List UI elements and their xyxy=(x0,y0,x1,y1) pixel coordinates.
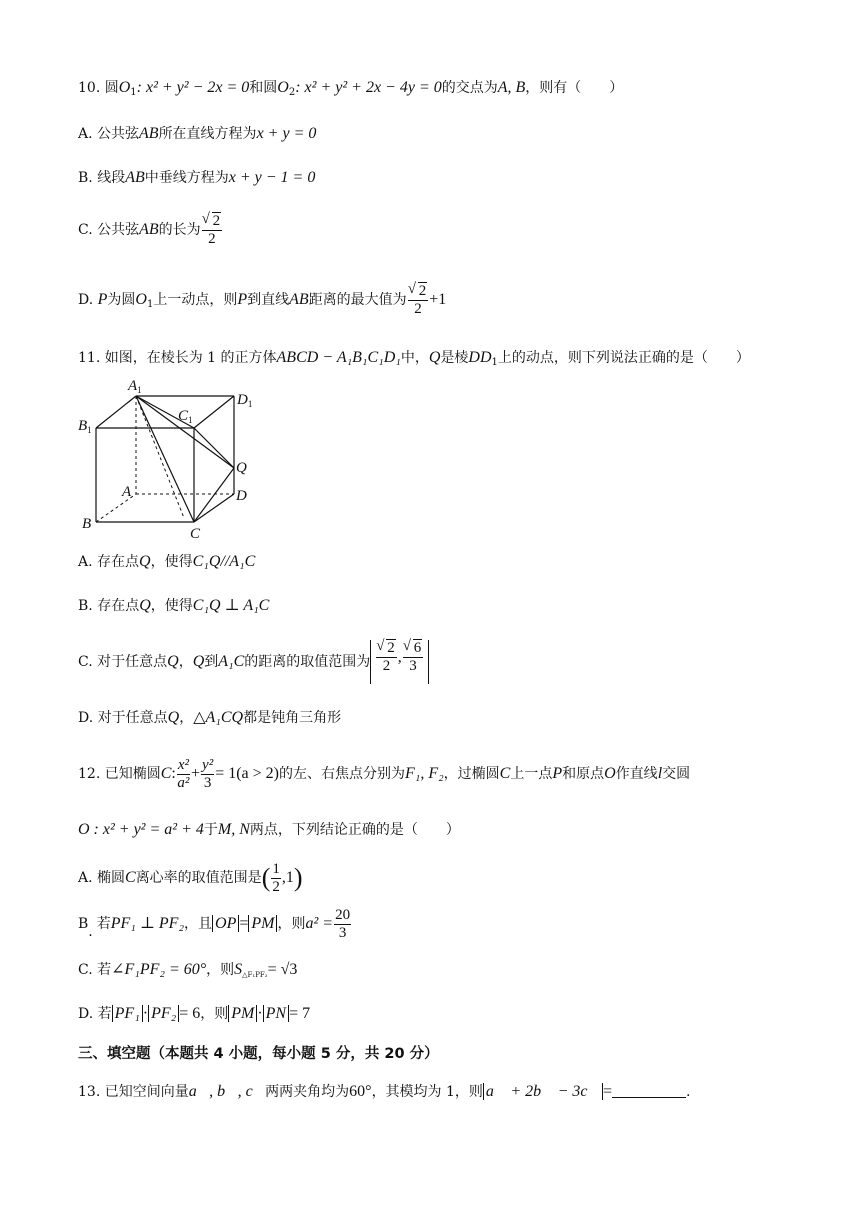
q10-option-d: D. P为圆$O_1$上一动点，则P到直线AB距离的最大值为 √ $\frac{2}{2}$ +1 xyxy=(78,282,820,323)
q12-option-d: D. 若 PF₁ · PF₂ = 6，则 PM · PN = 7 xyxy=(78,1005,311,1022)
edge-b1-a1 xyxy=(96,396,136,428)
label-c1: $C_1$ xyxy=(178,408,193,425)
q12-stem-line1: 12. 已知椭圆C: $\frac{\text{x²}}{\text{a²}}$ + $\frac{\text{y²}}{3}$ = 1(a > 2)的左、右焦点分别为F₁, F₂，过椭圆C上一点P和原点O作直线l交圆 xyxy=(78,756,691,791)
q10-option-a: A. 公共弦AB所在直线方程为x + y = 0 xyxy=(78,125,317,142)
segment-c-q xyxy=(194,468,234,522)
label-a1: $A_1$ xyxy=(128,378,142,395)
label-b1: $B_1$ xyxy=(78,418,92,435)
label-d: D xyxy=(236,488,247,504)
fraction: √ $\frac{2}{2}$ xyxy=(408,283,429,318)
q11-stem: 11. 如图，在棱长为 1 的正方体ABCD − A₁B₁C₁D₁中，Q是棱$DD_1$上的动点，则下列说法正确的是（ ） xyxy=(78,349,750,368)
edge-c1-d1 xyxy=(194,396,234,428)
q11-option-c: C. 对于任意点Q，Q到A₁C的距离的取值范围为 √ $\frac{2}{2}$ , √ $\frac{6}{3}$ xyxy=(78,638,820,686)
q12-option-a: A. 椭圆C离心率的取值范围是( $\frac{1}{2}$ ,1) xyxy=(78,860,303,895)
q10-option-b: B. 线段AB中垂线方程为x + y − 1 = 0 xyxy=(78,169,316,186)
q11-option-b: B. 存在点Q，使得C₁Q ⊥ A₁C xyxy=(78,597,270,614)
segment-c1-q xyxy=(194,428,234,468)
answer-blank[interactable] xyxy=(612,1083,686,1098)
q10-stem: 10. 圆$O_1$: x² + y² − 2x = 0和圆$O_2$: x² + y² + 2x − 4y = 0的交点为A, B，则有（ ） xyxy=(78,79,624,98)
cube-figure xyxy=(74,376,274,546)
q10-option-c: C. 公共弦AB的长为 √ $\frac{2}{2}$ xyxy=(78,212,820,248)
label-q: Q xyxy=(236,460,247,476)
closed-interval: √ $\frac{2}{2}$ , √ $\frac{6}{3}$ xyxy=(370,640,429,684)
label-a: A xyxy=(122,484,132,500)
section-heading: 三、填空题（本题共 4 小题，每小题 5 分，共 20 分） xyxy=(78,1046,439,1062)
q12-option-c: C. 若∠F₁PF₂ = 60°，则$S_{\triangle F_1PF_2}= √3$ xyxy=(78,961,298,979)
edge-c-d xyxy=(194,494,234,522)
q12-stem-line2: O : x² + y² = a² + 4于M, N两点，下列结论正确的是（ ） xyxy=(78,821,460,838)
label-c: C xyxy=(190,526,201,542)
fraction: √ $\frac{2}{2}$ xyxy=(202,213,223,248)
q13-stem: 13. 已知空间向量a⃗, b⃗, c⃗两两夹角均为60°，其模均为 1，则 a⃗ + 2b⃗ − 3c⃗ = . xyxy=(78,1083,691,1100)
label-b: B xyxy=(82,516,92,532)
label-d1: $D_1$ xyxy=(237,392,253,409)
q11-option-d: D. 对于任意点Q，△A₁CQ都是钝角三角形 xyxy=(78,709,342,726)
q12-option-b: B. 若PF₁ ⊥ PF₂，且 OP = PM ，则a² = $\frac{20}{3}$ xyxy=(78,906,351,941)
q11-option-a: A. 存在点Q，使得C₁Q//A₁C xyxy=(78,553,256,570)
